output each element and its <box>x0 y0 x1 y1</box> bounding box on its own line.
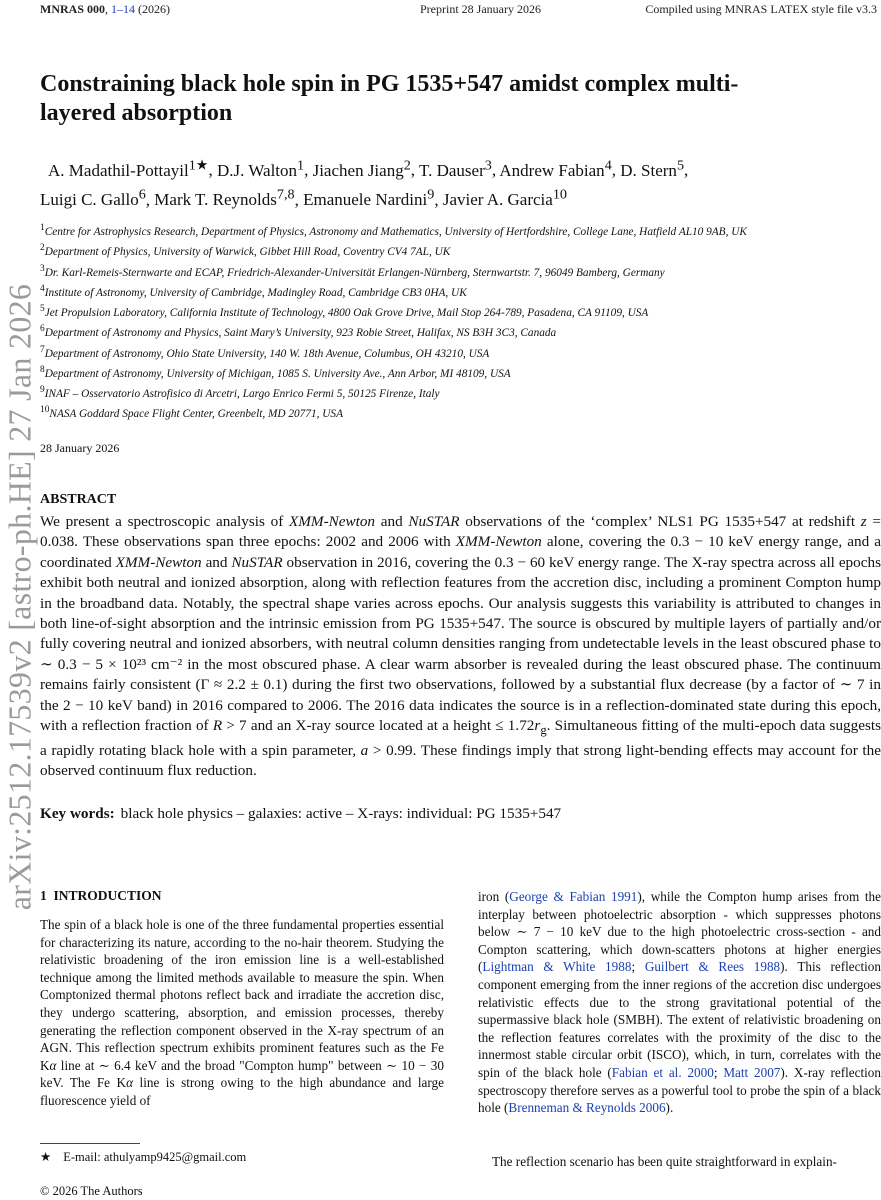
italic-term: XMM-Newton <box>288 513 376 530</box>
section-heading: 1 INTRODUCTION <box>40 888 162 903</box>
italic-term: R <box>212 717 223 735</box>
author: Emanuele Nardini$^9$ <box>303 186 435 210</box>
paper-title: Constraining black hole spin in PG 1535+547 amidst complex multi-layered absorption <box>40 71 739 126</box>
affiliation-line: $^4$Institute of Astronomy, University of Cambridge, Madingley Road, Cambridge CB3 0HA, UK <box>40 283 467 299</box>
affiliation-number: 9 <box>40 385 45 396</box>
author-affiliation-mark: 1 <box>297 157 305 173</box>
author-affiliation-mark: 3 <box>484 157 492 173</box>
affiliation-line: $^9$INAF – Osservatorio Astrofisico di Arcetri, Largo Enrico Fermi 5, 50125 Firenze, Italy <box>40 385 440 400</box>
author: Luigi C. Gallo$^6$ <box>40 186 146 210</box>
italic-term: NuSTAR <box>408 513 460 530</box>
affiliation-number: 7 <box>40 344 45 355</box>
affiliation-number: 3 <box>40 263 45 274</box>
keywords <box>40 805 561 823</box>
italic-term: α <box>49 1057 57 1073</box>
author: D. Stern$^5$ <box>620 157 685 180</box>
citation-link[interactable]: Matt 2007 <box>723 1064 781 1080</box>
author: Jiachen Jiang$^2$ <box>312 157 411 180</box>
italic-term: α <box>126 1075 134 1091</box>
italic-term: r <box>534 717 541 735</box>
citation-link[interactable]: Guilbert & Rees 1988 <box>644 959 781 975</box>
footnote-mark: ★ <box>40 1150 52 1164</box>
subscript: g <box>540 723 547 738</box>
arxiv-id: arXiv:2512.17539v2 [astro-ph.HE] 27 Jan 2026 <box>1 283 38 911</box>
affiliation-number: 8 <box>40 364 45 375</box>
author-affiliation-mark: 2 <box>403 157 411 173</box>
copyright: © 2026 The Authors <box>40 1184 143 1198</box>
author: Javier A. Garcia$^{10}$ <box>442 186 567 210</box>
footnote-rule <box>40 1143 140 1144</box>
intro-next-paragraph: The reflection scenario has been quite straightforward in explain- <box>492 1154 837 1169</box>
affiliation-line: $^8$Department of Astronomy, University of Michigan, 1085 S. University Ave., Ann Arbor, MI 48109, USA <box>40 364 511 380</box>
author-affiliation-mark: 9 <box>427 186 435 203</box>
citation-link[interactable]: Lightman & White 1988 <box>482 959 632 975</box>
affiliation-line: $^7$Department of Astronomy, Ohio State University, 140 W. 18th Avenue, Columbus, OH 43210, USA <box>40 344 490 360</box>
affiliation-number: 5 <box>40 304 45 315</box>
arxiv-sidebar <box>0 262 40 932</box>
citation-link[interactable]: Fabian et al. 2000 <box>611 1064 714 1080</box>
intro-column-right: iron (George & Fabian 1991), while the Compton hump arises from the interplay between photoelectric absorption - which suppresses photons below ∼ 7 − 10 keV due to the high photoelectric cross-section - and Compton scattering, which down-scatters photons at higher energies (Lightman & White 1988; Guilbert & Rees 1988). This reflection component emerging from the inner regions of the accretion disc undergoes relativistic effects due to the strong gravitational potential of the supermassive black hole (SMBH). The extent of relativistic broadening on the reflection features correlates with the proximity of the disc to the innermost stable circular orbit (ISCO), which, in turn, correlates with the spin of the black hole (Fabian et al. 2000; Matt 2007). X-ray reflection spectroscopy therefore serves as a powerful tool to probe the spin of a black hole (Brenneman & Reynolds 2006). <box>478 889 881 1116</box>
citation-link[interactable]: Brenneman & Reynolds 2006 <box>508 1100 666 1116</box>
compiled-note: Compiled using MNRAS LATEX style file v3.3 <box>645 2 877 16</box>
author: D.J. Walton$^1$ <box>217 157 305 180</box>
italic-term: z <box>860 513 867 530</box>
author: Andrew Fabian$^4$ <box>499 157 612 180</box>
affiliation-line: $^1$Centre for Astrophysics Research, Department of Physics, Astronomy and Mathematics, University of Hertfordshire, College Lane, Hatfield AL10 9AB, UK <box>40 223 747 238</box>
page-range-link[interactable]: 1–14 <box>111 2 135 16</box>
italic-term: XMM-Newton <box>455 533 542 551</box>
italic-term: XMM-Newton <box>115 553 202 571</box>
affiliation-number: 4 <box>40 283 45 294</box>
affiliation-line: $^6$Department of Astronomy and Physics, Saint Mary’s University, 923 Robie Street, Halifax, NS B3H 3C3, Canada <box>40 324 557 340</box>
citation-link[interactable]: George & Fabian 1991 <box>509 889 638 904</box>
author-affiliation-mark: 7,8 <box>276 186 295 203</box>
intro-column-left: The spin of a black hole is one of the three fundamental properties essential for characterizing its nature, according to the no-hair theorem. Studying the relativistic broadening of the iron emission line is a well-established technique among the limited methods available to measure the spin. When Comptonized thermal photons reflect back and irradiate the accretion disc, they undergo scattering, absorption, and emission processes, thereby generating the reflection component observed in the X-ray spectrum of an AGN. This reflection spectrum exhibits prominent features such as the Fe Kα line at ∼ 6.4 keV and the broad "Compton hump" between ∼ 10 − 30 keV. The Fe Kα line is strong owing to the high abundance and large fluorescence yield of <box>40 917 444 1108</box>
author-affiliation-mark: 4 <box>604 157 612 173</box>
affiliation-number: 1 <box>40 223 45 233</box>
affiliation-line: $^{10}$NASA Goddard Space Flight Center, Greenbelt, MD 20771, USA <box>40 405 343 421</box>
affiliation-number: 6 <box>40 324 45 335</box>
affiliation-line: $^3$Dr. Karl-Remeis-Sternwarte and ECAP, Friedrich-Alexander-Universität Erlangen-Nürnberg, Sternwartstr. 7, 96049 Bamberg, Germany <box>40 263 665 279</box>
author-affiliation-mark: 5 <box>676 157 685 173</box>
keywords-text: black hole physics – galaxies: active – X-rays: individual: PG 1535+547 <box>120 805 562 822</box>
journal-ref: MNRAS 000, 1–14 (2026) <box>40 2 170 16</box>
affiliation-number: 2 <box>40 243 45 254</box>
running-header <box>40 2 877 20</box>
affiliations <box>40 220 875 423</box>
italic-term: NuSTAR <box>231 553 283 571</box>
affiliation-number: 10 <box>40 405 50 416</box>
author-affiliation-mark: 1★ <box>188 157 209 173</box>
italic-term: a <box>360 741 369 759</box>
author: T. Dauser$^3$ <box>418 157 492 180</box>
author-affiliation-mark: 6 <box>138 186 146 203</box>
author: Mark T. Reynolds$^{7,8}$ <box>154 186 295 210</box>
affiliation-line: $^2$Department of Physics, University of Warwick, Gibbet Hill Road, Coventry CV4 7AL, UK <box>40 243 451 259</box>
keywords-label: Key words: <box>40 805 115 822</box>
abstract-heading: ABSTRACT <box>40 492 117 507</box>
footnote <box>40 1149 246 1165</box>
author-affiliation-mark: 10 <box>552 186 567 203</box>
affiliation-line: $^5$Jet Propulsion Laboratory, California Institute of Technology, 4800 Oak Grove Drive, Mail Stop 264-789, Pasadena, CA 91109, USA <box>40 304 649 319</box>
footnote-email[interactable]: E-mail: athulyamp9425@gmail.com <box>63 1150 247 1164</box>
author: A. Madathil-Pottayil$^{1★}$ <box>48 157 209 180</box>
preprint-date: Preprint 28 January 2026 <box>420 2 541 16</box>
author-list: A. Madathil-Pottayil$^{1★}$, D.J. Walton$^1$, Jiachen Jiang$^2$, T. Dauser$^3$, Andrew Fabian$^4$, D. Stern$^5$, Luigi C. Gallo$^6$, Mark T. Reynolds$^{7,8}$, Emanuele Nardini$^9$, Javier A. Garcia$^{10}$ <box>40 157 689 210</box>
submission-date: 28 January 2026 <box>40 441 120 455</box>
abstract-text: We present a spectroscopic analysis of XMM-Newton and NuSTAR observations of the ‘complex’ NLS1 PG 1535+547 at redshift z = 0.038. These observations span three epochs: 2002 and 2006 with XMM-Newton alone, covering the 0.3 − 10 keV energy range, and a coordinated XMM-Newton and NuSTAR observation in 2016, covering the 0.3 − 60 keV energy range. The X-ray spectra across all epochs exhibit both neutral and ionized absorption, along with reflection features from the accretion disc, including a prominent Compton hump in the broadband data. Notably, the spectral shape varies across epochs. Our analysis suggests this variability is attributed to changes in both line-of-sight absorption and the intrinsic emission from PG 1535+547. The source is obscured by multiple layers of partially and/or fully covering neutral and ionized absorbers, with neutral column densities ranging from undetectable levels in the least obscured phase to ∼ 0.3 − 5 × 10²³ cm⁻² in the most obscured phase. A clear warm absorber is revealed during the least obscured phase. The continuum remains fairly consistent (Γ ≈ 2.2 ± 0.1) during the first two observations, followed by a substantial flux decrease (by a factor of ∼ 7 in the 2 − 10 keV band) in 2016 compared to 2006. The 2016 data indicates the source is in a reflection-dominated state during this epoch, with a reflection fraction of R > 7 and an X-ray source located at a height ≤ $1.72r_g$. Simultaneous fitting of the multi-epoch data suggests a rapidly rotating black hole with a spin parameter, a > 0.99. These findings imply that strong light-bending effects may account for the observed continuum flux reduction. <box>40 513 881 779</box>
